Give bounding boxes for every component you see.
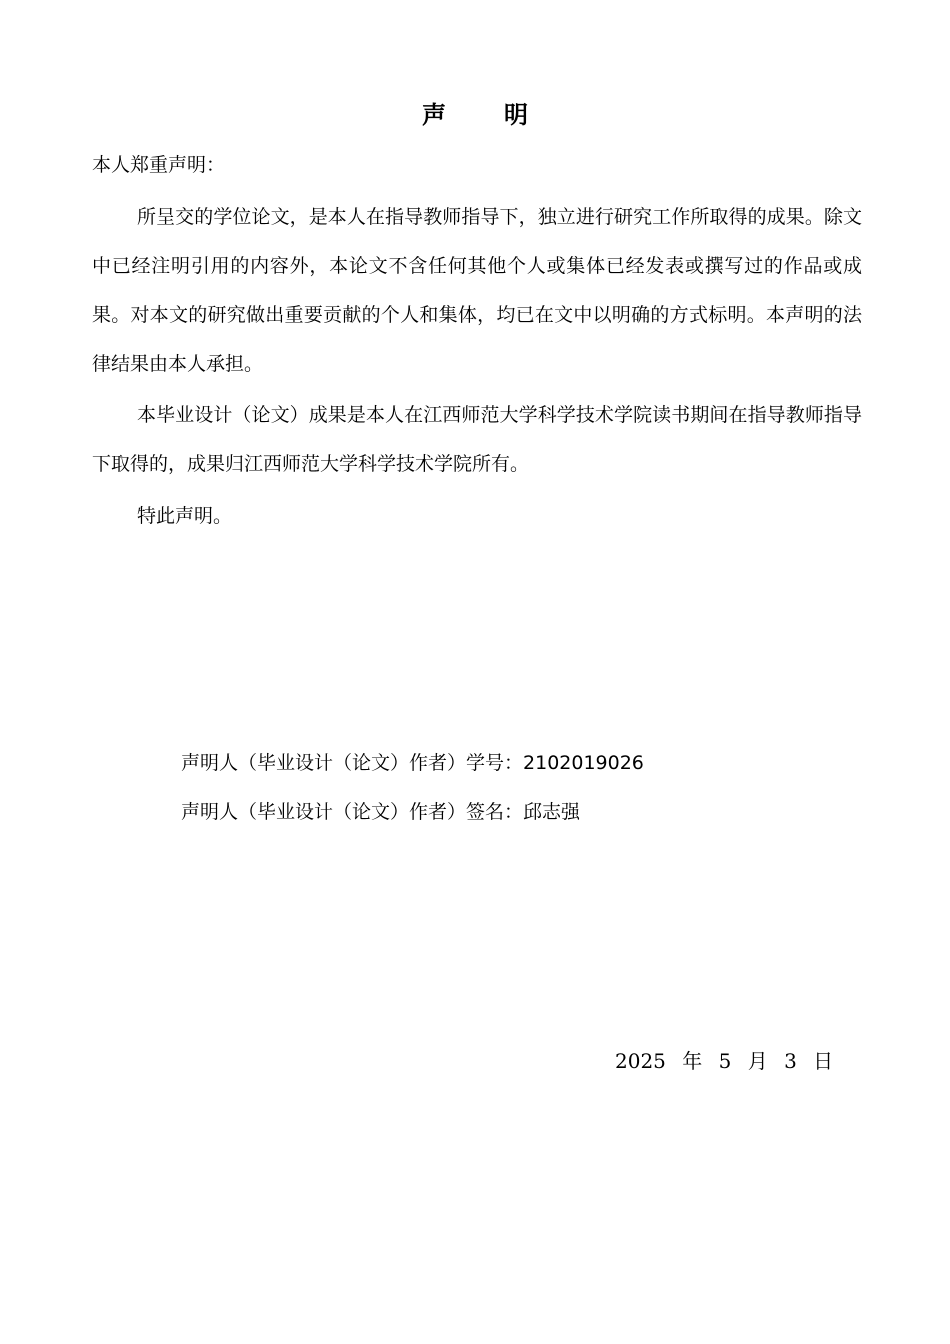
signature-line [181, 797, 580, 827]
date-day: 3 [784, 1049, 797, 1073]
paragraph-originality: 所呈交的学位论文，是本人在指导教师指导下，独立进行研究工作所取得的成果。除文中已经注明引用的内容外，本论文不含任何其他个人或集体已经发表或撰写过的作品或成果。对本文的研究做出重要贡献的个人和集体，均已在文中以明确的方式标明。本声明的法律结果由本人承担。 [92, 206, 862, 375]
date-day-unit: 日 [813, 1049, 834, 1073]
intro-text: 本人郑重声明： [92, 154, 226, 176]
paragraph-ownership: 本毕业设计（论文）成果是本人在江西师范大学科学技术学院读书期间在指导教师指导下取得的，成果归江西师范大学科学技术学院所有。 [92, 404, 862, 475]
signature-label: 声明人（毕业设计（论文）作者）签名： [181, 801, 524, 823]
paragraph-closing: 特此声明。 [137, 505, 233, 527]
date-year: 2025 [615, 1049, 666, 1073]
date-line [615, 1046, 833, 1076]
signature-name: 邱志强 [523, 801, 581, 823]
page-title: 声明 [422, 101, 586, 129]
date-year-unit: 年 [682, 1049, 703, 1073]
student-id-line [181, 748, 644, 778]
student-id-value: 2102019026 [523, 752, 644, 774]
date-month: 5 [718, 1049, 732, 1073]
date-month-unit: 月 [747, 1049, 768, 1073]
student-id-label: 声明人（毕业设计（论文）作者）学号： [181, 752, 524, 774]
